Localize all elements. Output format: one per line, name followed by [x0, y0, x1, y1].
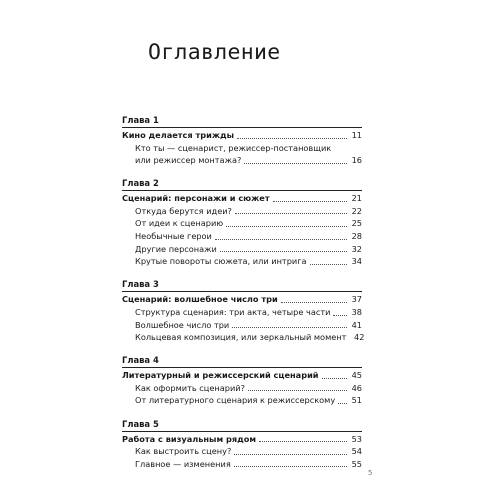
toc-entry[interactable] — [122, 243, 362, 256]
page-number: 32 — [351, 243, 362, 254]
page-number: 21 — [351, 193, 362, 204]
toc-entry[interactable] — [122, 306, 362, 319]
toc-entry-main[interactable] — [122, 433, 362, 446]
toc-entry-main[interactable] — [122, 369, 362, 382]
dot-leader — [234, 466, 347, 467]
chapter-4 — [122, 355, 362, 407]
dot-leader — [338, 403, 347, 404]
toc-entry[interactable] — [122, 394, 362, 407]
page-number: 51 — [351, 395, 362, 406]
chapter-label: Глава 3 — [122, 279, 159, 290]
chapter-2 — [122, 178, 362, 268]
toc-entry[interactable] — [122, 255, 362, 268]
dot-leader — [244, 163, 347, 164]
page-number: 38 — [351, 306, 362, 317]
chapter-divider — [122, 291, 362, 292]
entry-title: Необычные герои — [135, 231, 212, 242]
page-number: 55 — [351, 458, 362, 469]
entry-title-line1: Кто ты — сценарист, режиссер-постановщик — [135, 142, 332, 153]
toc-entry[interactable] — [122, 458, 362, 471]
chapter-1 — [122, 115, 362, 167]
dot-leader — [220, 251, 347, 252]
entry-title: От литературного сценария к режиссерскому — [135, 395, 336, 406]
page-number: 41 — [351, 319, 362, 330]
entry-title: Как выстроить сцену? — [135, 446, 232, 457]
dot-leader — [259, 441, 347, 442]
table-of-contents — [122, 115, 365, 482]
entry-title: Работа с визуальным рядом — [122, 433, 257, 444]
page-number: 37 — [351, 294, 362, 305]
page-number: 25 — [351, 218, 362, 229]
page-number: 45 — [351, 370, 362, 381]
page-number: 11 — [351, 130, 362, 140]
chapter-divider — [122, 190, 362, 191]
page-number: 16 — [351, 155, 362, 166]
toc-entry[interactable] — [122, 217, 362, 230]
dot-leader — [226, 226, 347, 227]
chapter-3 — [122, 279, 365, 343]
entry-title: Главное — изменения — [135, 458, 231, 469]
chapter-divider — [122, 367, 362, 368]
entry-title: Сценарий: волшебное число три — [122, 294, 278, 305]
dot-leader — [248, 390, 347, 391]
entry-title: Кольцевая композиция, или зеркальный момент — [135, 332, 347, 343]
dot-leader — [310, 264, 347, 265]
toc-entry[interactable] — [122, 382, 362, 395]
chapter-label: Глава 4 — [122, 355, 159, 366]
entry-title: Другие персонажи — [135, 243, 217, 254]
entry-title: От идеи к сценарию — [135, 218, 224, 229]
chapter-label: Глава 1 — [122, 115, 159, 125]
dot-leader — [232, 327, 347, 328]
toc-entry[interactable] — [122, 331, 365, 344]
entry-title: Как оформить сценарий? — [135, 382, 245, 393]
entry-title: Структура сценария: три акта, четыре части — [135, 306, 331, 317]
page-title: Оглавление — [148, 40, 281, 65]
dot-leader — [237, 138, 347, 139]
entry-title: Литературный и режиссерский сценарий — [122, 370, 319, 381]
entry-title: Волшебное число три — [135, 319, 230, 330]
toc-entry-main[interactable] — [122, 293, 362, 306]
page-number: 42 — [353, 332, 365, 343]
dot-leader — [322, 378, 347, 379]
chapter-label: Глава 2 — [122, 178, 159, 189]
dot-leader — [234, 454, 347, 455]
toc-entry[interactable] — [122, 230, 362, 243]
toc-entry-main[interactable] — [122, 192, 362, 205]
page-number: 34 — [351, 256, 362, 267]
page-number: 46 — [351, 382, 362, 393]
entry-title: Откуда берутся идеи? — [135, 205, 232, 216]
dot-leader — [215, 239, 347, 240]
entry-title: Крутые повороты сюжета, или интрига — [135, 256, 307, 267]
toc-entry[interactable] — [122, 445, 362, 458]
dot-leader — [235, 213, 347, 214]
entry-title: Кино делается трижды — [122, 130, 235, 140]
dot-leader — [281, 302, 347, 303]
page-number: 54 — [351, 446, 362, 457]
page-number: 22 — [351, 205, 362, 216]
chapter-divider — [122, 431, 362, 432]
toc-entry[interactable] — [122, 319, 362, 332]
dot-leader — [273, 201, 347, 202]
chapter-label: Глава 5 — [122, 418, 159, 429]
toc-entry-main[interactable] — [122, 129, 362, 142]
page-number: 53 — [351, 433, 362, 444]
chapter-5 — [122, 419, 362, 471]
entry-title-line2: или режиссер монтажа? — [135, 155, 242, 166]
toc-entry[interactable] — [122, 142, 362, 167]
entry-title: Сценарий: персонажи и сюжет — [122, 193, 270, 204]
dot-leader — [333, 315, 347, 316]
chapter-divider — [122, 127, 362, 128]
toc-entry[interactable] — [122, 205, 362, 218]
page-number: 28 — [351, 231, 362, 242]
page-folio-number: 5 — [368, 469, 373, 477]
